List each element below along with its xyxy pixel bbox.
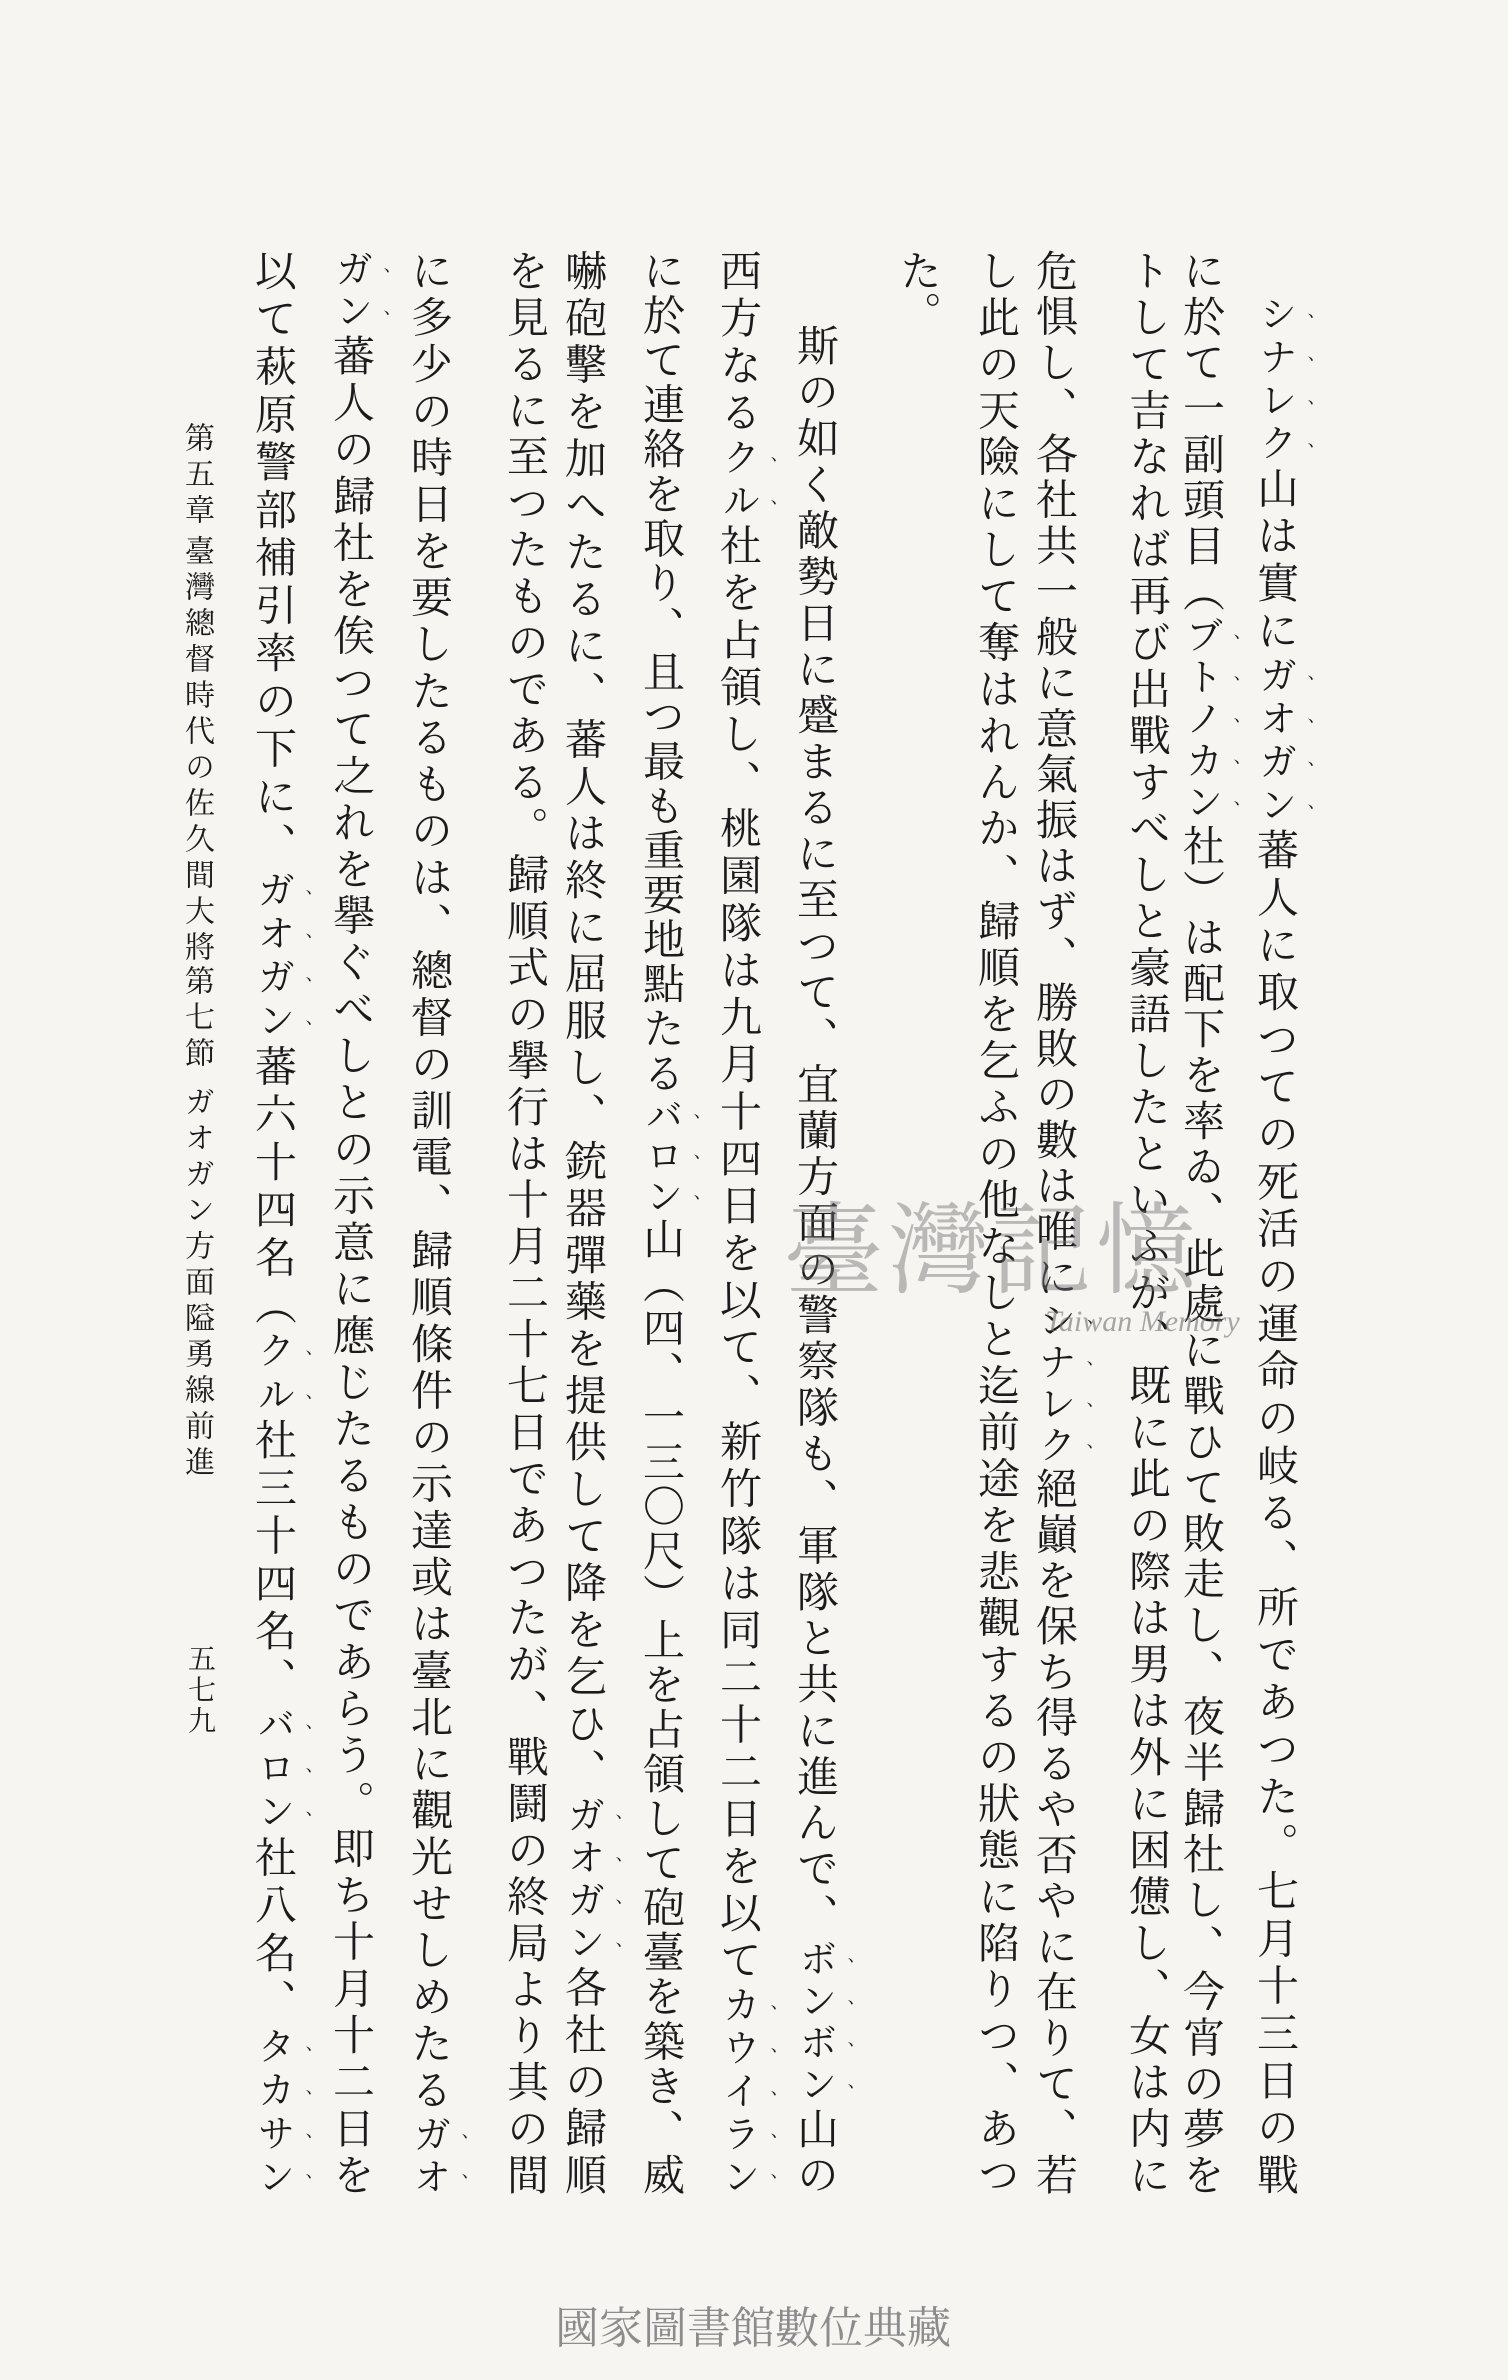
body-text: 山の bbox=[791, 2106, 840, 2196]
body-text: 西方なる bbox=[714, 249, 763, 438]
text-column bbox=[327, 249, 400, 2195]
running-head-section-title: ガオガン方面隘勇線前進 bbox=[179, 1086, 214, 1482]
text-column bbox=[495, 249, 555, 2195]
running-head-chapter: 第五章 bbox=[179, 422, 214, 530]
text-column bbox=[405, 249, 478, 2195]
proper-noun-text: ガン bbox=[329, 249, 373, 334]
proper-noun-text: ガオ bbox=[407, 2114, 451, 2195]
body-text: 危惧し、各社共一般に意氣振はず、勝敗の數は唯に bbox=[1030, 249, 1079, 1301]
proper-noun-text: ガオガン bbox=[561, 1795, 605, 1966]
text-column bbox=[714, 249, 787, 2196]
body-text: 山（四、一三〇尺）上を占領して砲臺を築き、威 bbox=[637, 1217, 686, 2196]
proper-noun-text: シナレク bbox=[1032, 1300, 1076, 1468]
body-text: 絕巓を保ち得るや否やに在りて、若 bbox=[1030, 1467, 1079, 2196]
body-text: 蕃人に取つての死活の運命の岐る、所であつた。七月十三日の戰 bbox=[1251, 828, 1300, 2196]
text-column bbox=[559, 249, 632, 2196]
body-text: 社）は配下を率ゐ、此處に戰ひて敗走し、夜半歸社し、今宵の夢を bbox=[1177, 823, 1226, 2196]
text-column bbox=[249, 249, 322, 2196]
proper-noun-text: バロン bbox=[639, 1095, 683, 1217]
body-text: 以て萩原警部補引率の下に、 bbox=[249, 249, 298, 871]
body-text: 蕃六十四名（ bbox=[249, 1044, 298, 1331]
proper-noun-text: バロン bbox=[251, 1704, 295, 1836]
body-text: 社三十四名、 bbox=[249, 1418, 298, 1705]
body-text: し此の天險にして奪はれんか、歸順を乞ふの他なしと迄前途を悲觀するの狀態に陷りつ、あつ bbox=[972, 249, 1021, 2195]
proper-noun-text: ガオガン bbox=[251, 870, 295, 1045]
body-text: 社八名、 bbox=[249, 1835, 298, 2027]
proper-noun-text: タカサン bbox=[251, 2026, 295, 2196]
proper-noun-text: クル bbox=[251, 1330, 295, 1419]
body-text: に多少の時日を要したるものは、總督の訓電、歸順條件の示達或は臺北に觀光せしめたる bbox=[405, 249, 454, 2115]
proper-noun-text: カウイラン bbox=[716, 1985, 760, 2196]
body-text: 山は實に bbox=[1251, 466, 1300, 656]
text-column bbox=[637, 249, 710, 2196]
proper-noun-text: シナレク bbox=[1253, 294, 1297, 467]
proper-noun-text: ガオガン bbox=[1253, 655, 1297, 829]
collection-logo-watermark: 臺灣記憶 bbox=[784, 1192, 1200, 1309]
page-number: 五七九 bbox=[184, 1644, 217, 1737]
body-text: に於て連絡を取り、且つ最も重要地點たる bbox=[637, 249, 686, 1096]
collection-logo-english-watermark: Taiwan Memory bbox=[1045, 1305, 1240, 1338]
body-text: を見るに至つたものである。歸順式の擧行は十月二十七日であつたが、戰鬪の終局より其の間 bbox=[501, 249, 550, 2195]
running-head-chapter-title: 臺灣總督時代の佐久間大將 bbox=[179, 535, 214, 967]
body-text: トして吉なれば再び出戰すべしと豪語したといふが、既に此の際は男は外に困憊し、女は内に bbox=[1123, 249, 1172, 2195]
proper-noun-text: ボンボン bbox=[793, 1939, 837, 2107]
body-text: 蕃人の歸社を俟つて之れを擧ぐべしとの示意に應じたるものであらう。即ち十月十二日を bbox=[327, 333, 376, 2195]
proper-noun-text: ブトノカン bbox=[1179, 615, 1223, 824]
body-text: 嚇砲擊を加へたるに、蕃人は終に屈服し、銃器彈藥を提供して降を乞ひ、 bbox=[559, 249, 608, 1796]
body-text: 各社の歸順 bbox=[559, 1965, 608, 2196]
body-text: に於て一副頭目（ bbox=[1177, 249, 1226, 616]
body-text: 社を占領し、桃園隊は九月十四日を以て、新竹隊は同二十二日を以て bbox=[714, 523, 763, 1986]
running-head-section: 第七節 bbox=[179, 965, 214, 1073]
library-watermark: 國家圖書館數位典藏 bbox=[555, 2303, 951, 2354]
text-column bbox=[1251, 294, 1324, 2196]
body-text: た。 bbox=[894, 249, 943, 333]
proper-noun-text: クル bbox=[716, 437, 760, 524]
body-text: 斯の如く敵勢日に蹙まるに至つて、宜蘭方面の警察隊も、軍隊と共に進んで、 bbox=[791, 324, 840, 1940]
